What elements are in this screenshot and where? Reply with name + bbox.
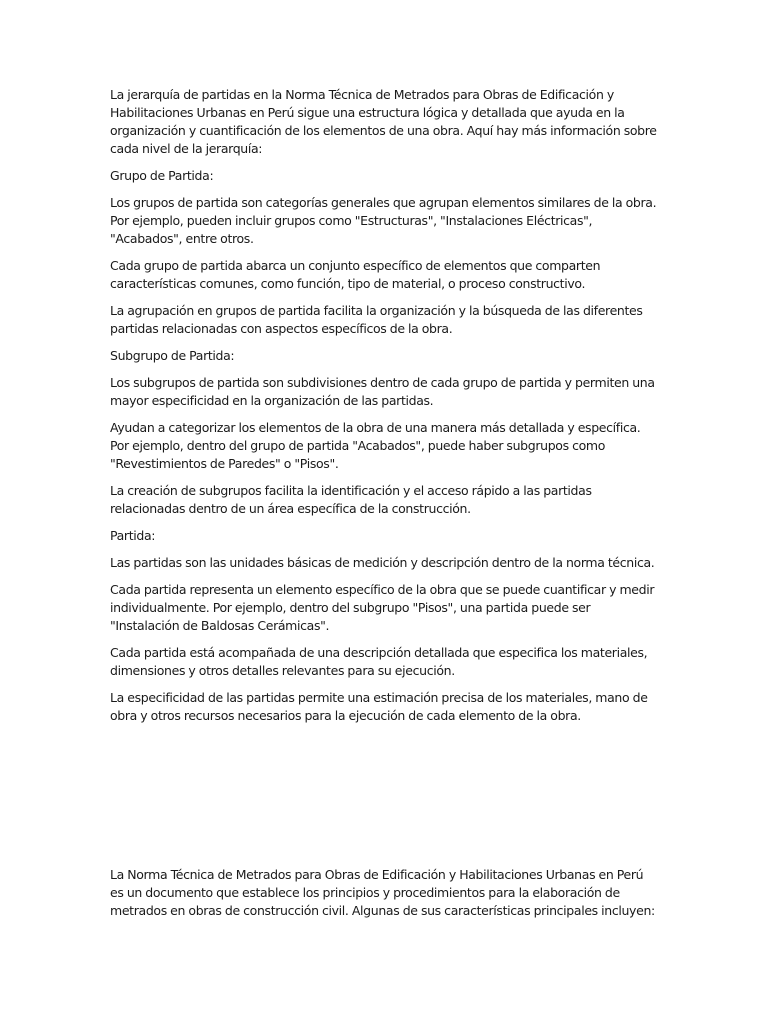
paragraph: Ayudan a categorizar los elementos de la obra de una manera más detallada y específica. Por ejemplo, dentro del grupo de partida "Acabados", puede haber subgrupos como "Revestimientos de Paredes" o "Pisos". <box>110 420 641 471</box>
paragraph: Cada grupo de partida abarca un conjunto específico de elementos que comparten características comunes, como función, tipo de material, o proceso constructivo. <box>110 258 601 291</box>
document-body <box>110 86 658 929</box>
intro-paragraph: La jerarquía de partidas en la Norma Técnica de Metrados para Obras de Edificación y Habilitaciones Urbanas en Perú sigue una estructura lógica y detallada que ayuda en la organización y cuantificación de los elementos de una obra. Aquí hay más información sobre cada nivel de la jerarquía: <box>110 87 657 156</box>
closing-paragraph: La Norma Técnica de Metrados para Obras de Edificación y Habilitaciones Urbanas en Perú es un documento que establece los principios y procedimientos para la elaboración de metrados en obras de construcción civil. Algunas de sus características principales incluyen: <box>110 867 655 918</box>
section-heading-subgrupo-de-partida: Subgrupo de Partida: <box>110 348 235 363</box>
paragraph: La agrupación en grupos de partida facilita la organización y la búsqueda de las diferentes partidas relacionadas con aspectos específicos de la obra. <box>110 303 643 336</box>
blank-space <box>110 734 658 866</box>
paragraph: La creación de subgrupos facilita la identificación y el acceso rápido a las partidas relacionadas dentro de un área específica de la construcción. <box>110 483 592 516</box>
section-heading-partida: Partida: <box>110 528 156 543</box>
paragraph: Cada partida está acompañada de una descripción detallada que especifica los materiales, dimensiones y otros detalles relevantes para su ejecución. <box>110 645 648 678</box>
paragraph: Las partidas son las unidades básicas de medición y descripción dentro de la norma técnica. <box>110 555 655 570</box>
paragraph: Los grupos de partida son categorías generales que agrupan elementos similares de la obra. Por ejemplo, pueden incluir grupos como "Estructuras", "Instalaciones Eléctricas", "Acabados", entre otros. <box>110 195 657 246</box>
paragraph: Los subgrupos de partida son subdivisiones dentro de cada grupo de partida y permiten una mayor especificidad en la organización de las partidas. <box>110 375 655 408</box>
paragraph: La especificidad de las partidas permite una estimación precisa de los materiales, mano de obra y otros recursos necesarios para la ejecución de cada elemento de la obra. <box>110 690 648 723</box>
paragraph: Cada partida representa un elemento específico de la obra que se puede cuantificar y medir individualmente. Por ejemplo, dentro del subgrupo "Pisos", una partida puede ser "Instalación de Baldosas Cerámicas". <box>110 582 655 633</box>
section-heading-grupo-de-partida: Grupo de Partida: <box>110 168 214 183</box>
